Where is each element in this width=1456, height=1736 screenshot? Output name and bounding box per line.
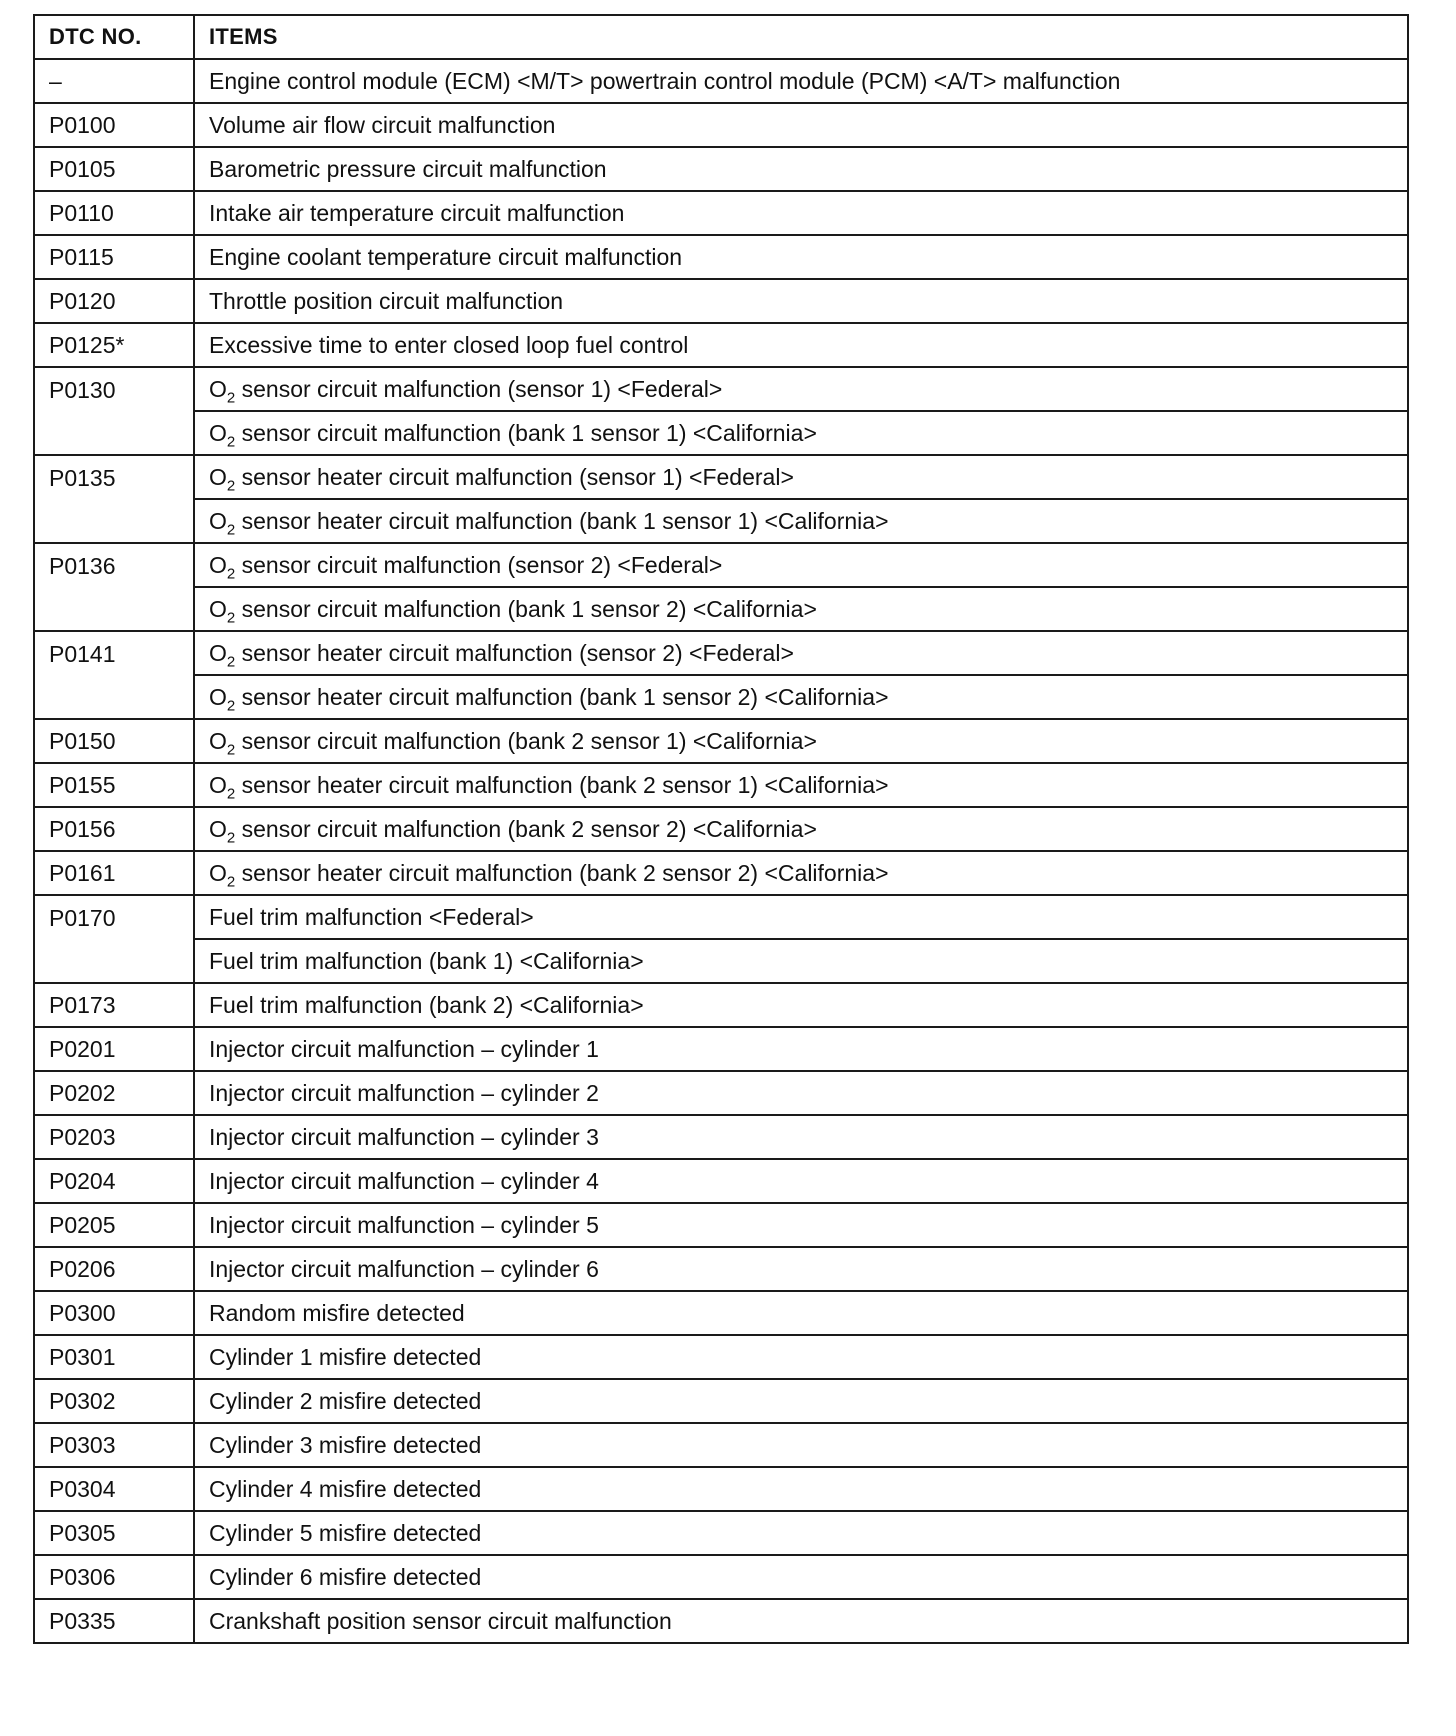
table-row	[34, 191, 1408, 235]
dtc-code-cell: P0125*	[34, 323, 194, 367]
dtc-code-cell: P0120	[34, 279, 194, 323]
dtc-item-cell: Engine control module (ECM) <M/T> powertrain control module (PCM) <A/T> malfunction	[194, 59, 1408, 103]
subscript-2: 2	[226, 521, 236, 539]
dtc-item-cell: Injector circuit malfunction – cylinder 3	[194, 1115, 1408, 1159]
dtc-code-cell: P0305	[34, 1511, 194, 1555]
dtc-item-cell: Cylinder 1 misfire detected	[194, 1335, 1408, 1379]
dtc-item-cell: $O_2$ sensor heater circuit malfunction (bank 1 sensor 2) <California>	[194, 675, 1408, 719]
table-row	[34, 1467, 1408, 1511]
dtc-code-cell: P0105	[34, 147, 194, 191]
table-row	[34, 763, 1408, 807]
dtc-code-cell: P0115	[34, 235, 194, 279]
dtc-item-cell: Cylinder 4 misfire detected	[194, 1467, 1408, 1511]
dtc-item-cell: $O_2$ sensor heater circuit malfunction (bank 1 sensor 1) <California>	[194, 499, 1408, 543]
dtc-item-cell: $O_2$ sensor circuit malfunction (bank 1 sensor 1) <California>	[194, 411, 1408, 455]
dtc-item-cell: $O_2$ sensor circuit malfunction (bank 1 sensor 2) <California>	[194, 587, 1408, 631]
dtc-item-cell: Injector circuit malfunction – cylinder 6	[194, 1247, 1408, 1291]
subscript-2: 2	[226, 785, 236, 803]
dtc-item-cell: Injector circuit malfunction – cylinder 4	[194, 1159, 1408, 1203]
table-row	[34, 1379, 1408, 1423]
table-row	[34, 455, 1408, 499]
dtc-item-cell: Throttle position circuit malfunction	[194, 279, 1408, 323]
dtc-code-cell: P0335	[34, 1599, 194, 1643]
table-row	[34, 895, 1408, 939]
table-row	[34, 499, 1408, 543]
table-row	[34, 59, 1408, 103]
table-row	[34, 1203, 1408, 1247]
table-row	[34, 1027, 1408, 1071]
table-row	[34, 411, 1408, 455]
dtc-item-cell: Cylinder 5 misfire detected	[194, 1511, 1408, 1555]
dtc-code-cell: P0206	[34, 1247, 194, 1291]
table-row	[34, 1159, 1408, 1203]
dtc-table-header	[34, 15, 1408, 59]
dtc-code-cell: P0306	[34, 1555, 194, 1599]
dtc-item-cell: Random misfire detected	[194, 1291, 1408, 1335]
dtc-item-cell: $O_2$ sensor heater circuit malfunction (bank 2 sensor 1) <California>	[194, 763, 1408, 807]
table-row	[34, 1115, 1408, 1159]
dtc-table-body	[34, 59, 1408, 1643]
dtc-item-cell: Fuel trim malfunction (bank 1) <California>	[194, 939, 1408, 983]
table-row	[34, 851, 1408, 895]
dtc-item-cell: Fuel trim malfunction (bank 2) <California>	[194, 983, 1408, 1027]
table-row	[34, 675, 1408, 719]
table-row	[34, 279, 1408, 323]
dtc-item-cell: $O_2$ sensor circuit malfunction (sensor 1) <Federal>	[194, 367, 1408, 411]
dtc-code-cell: P0303	[34, 1423, 194, 1467]
dtc-code-cell: P0301	[34, 1335, 194, 1379]
dtc-code-cell: P0136	[34, 543, 194, 631]
dtc-item-cell: Engine coolant temperature circuit malfunction	[194, 235, 1408, 279]
table-row	[34, 367, 1408, 411]
dtc-item-cell: $O_2$ sensor heater circuit malfunction (sensor 1) <Federal>	[194, 455, 1408, 499]
dtc-item-cell: Cylinder 6 misfire detected	[194, 1555, 1408, 1599]
dtc-code-cell: P0141	[34, 631, 194, 719]
dtc-item-cell: Injector circuit malfunction – cylinder 2	[194, 1071, 1408, 1115]
dtc-code-cell: P0205	[34, 1203, 194, 1247]
table-row	[34, 587, 1408, 631]
subscript-2: 2	[226, 609, 236, 627]
table-row	[34, 1423, 1408, 1467]
dtc-item-cell: Injector circuit malfunction – cylinder 1	[194, 1027, 1408, 1071]
dtc-code-cell: P0201	[34, 1027, 194, 1071]
dtc-item-cell: Excessive time to enter closed loop fuel control	[194, 323, 1408, 367]
dtc-item-cell: Cylinder 2 misfire detected	[194, 1379, 1408, 1423]
subscript-2: 2	[226, 389, 236, 407]
dtc-code-cell: –	[34, 59, 194, 103]
dtc-code-cell: P0110	[34, 191, 194, 235]
table-row	[34, 983, 1408, 1027]
subscript-2: 2	[226, 697, 236, 715]
table-row	[34, 1335, 1408, 1379]
table-row	[34, 1599, 1408, 1643]
table-row	[34, 103, 1408, 147]
dtc-code-cell: P0100	[34, 103, 194, 147]
table-row	[34, 323, 1408, 367]
subscript-2: 2	[226, 433, 236, 451]
header-row	[34, 15, 1408, 59]
dtc-code-cell: P0204	[34, 1159, 194, 1203]
subscript-2: 2	[226, 477, 236, 495]
dtc-code-cell: P0130	[34, 367, 194, 455]
dtc-code-cell: P0150	[34, 719, 194, 763]
dtc-item-cell: Crankshaft position sensor circuit malfunction	[194, 1599, 1408, 1643]
subscript-2: 2	[226, 653, 236, 671]
dtc-item-cell: $O_2$ sensor circuit malfunction (bank 2 sensor 2) <California>	[194, 807, 1408, 851]
subscript-2: 2	[226, 829, 236, 847]
dtc-item-cell: Intake air temperature circuit malfunction	[194, 191, 1408, 235]
table-row	[34, 1291, 1408, 1335]
header-items: ITEMS	[194, 15, 1408, 59]
table-row	[34, 1071, 1408, 1115]
table-row	[34, 631, 1408, 675]
dtc-code-cell: P0170	[34, 895, 194, 983]
dtc-code-cell: P0304	[34, 1467, 194, 1511]
dtc-code-cell: P0161	[34, 851, 194, 895]
dtc-code-cell: P0156	[34, 807, 194, 851]
table-row	[34, 939, 1408, 983]
subscript-2: 2	[226, 873, 236, 891]
dtc-code-cell: P0302	[34, 1379, 194, 1423]
dtc-code-cell: P0300	[34, 1291, 194, 1335]
dtc-code-cell: P0202	[34, 1071, 194, 1115]
dtc-item-cell: $O_2$ sensor circuit malfunction (sensor 2) <Federal>	[194, 543, 1408, 587]
dtc-item-cell: Fuel trim malfunction <Federal>	[194, 895, 1408, 939]
dtc-code-cell: P0173	[34, 983, 194, 1027]
subscript-2: 2	[226, 741, 236, 759]
table-row	[34, 807, 1408, 851]
dtc-item-cell: $O_2$ sensor heater circuit malfunction (sensor 2) <Federal>	[194, 631, 1408, 675]
subscript-2: 2	[226, 565, 236, 583]
header-dtc-no: DTC NO.	[34, 15, 194, 59]
dtc-item-cell: Barometric pressure circuit malfunction	[194, 147, 1408, 191]
table-row	[34, 719, 1408, 763]
dtc-item-cell: Injector circuit malfunction – cylinder 5	[194, 1203, 1408, 1247]
dtc-item-cell: Cylinder 3 misfire detected	[194, 1423, 1408, 1467]
dtc-table	[33, 14, 1409, 1644]
table-row	[34, 1247, 1408, 1291]
table-row	[34, 235, 1408, 279]
table-row	[34, 1511, 1408, 1555]
dtc-item-cell: $O_2$ sensor circuit malfunction (bank 2 sensor 1) <California>	[194, 719, 1408, 763]
table-row	[34, 147, 1408, 191]
dtc-item-cell: Volume air flow circuit malfunction	[194, 103, 1408, 147]
table-row	[34, 543, 1408, 587]
dtc-code-cell: P0203	[34, 1115, 194, 1159]
dtc-code-cell: P0155	[34, 763, 194, 807]
table-row	[34, 1555, 1408, 1599]
dtc-code-cell: P0135	[34, 455, 194, 543]
dtc-item-cell: $O_2$ sensor heater circuit malfunction (bank 2 sensor 2) <California>	[194, 851, 1408, 895]
